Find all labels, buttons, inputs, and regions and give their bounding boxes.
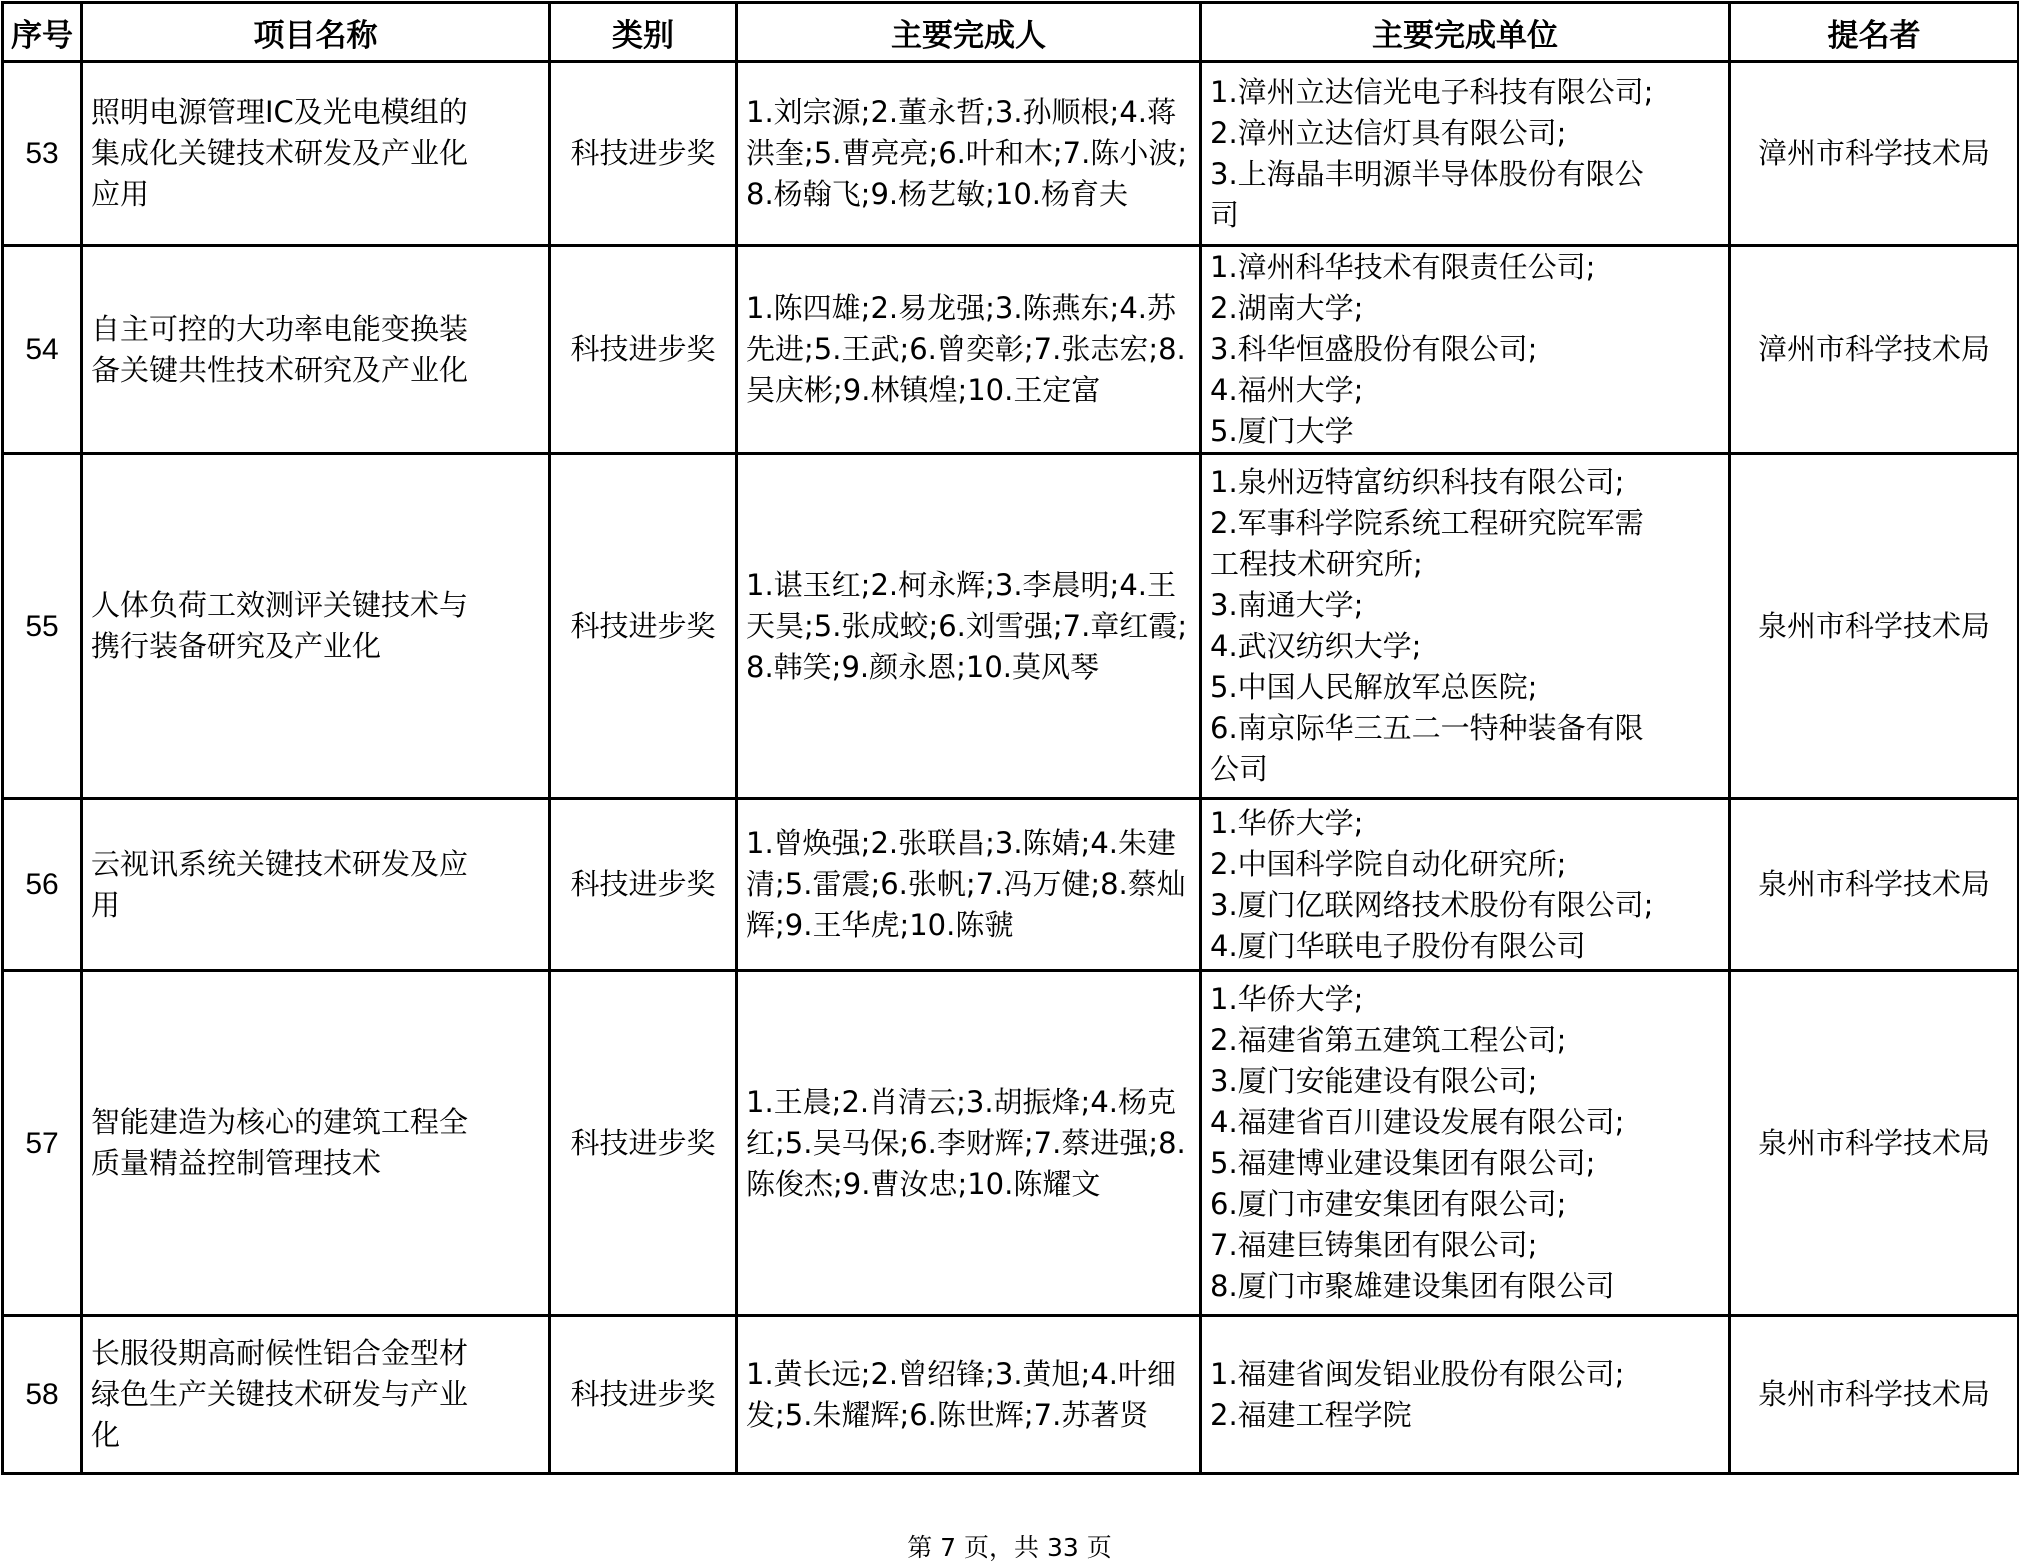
table-row xyxy=(3,971,2019,1316)
main-people-text: 1.谌玉红;2.柯永辉;3.李晨明;4.王天昊;5.张成蛟;6.刘雪强;7.章红霞;8.韩笑;9.颜永恩;10.莫风琴 xyxy=(746,567,1188,684)
unit-line: 1.泉州迈特富纺织科技有限公司; xyxy=(1210,465,1625,499)
unit-line: 1.华侨大学; xyxy=(1210,805,1364,840)
unit-line: 5.中国人民解放军总医院; xyxy=(1210,670,1538,704)
main-units xyxy=(1201,971,1730,1316)
unit-line: 3.厦门安能建设有限公司; xyxy=(1210,1064,1538,1098)
unit-line: 1.福建省闽发铝业股份有限公司; xyxy=(1210,1356,1625,1391)
nominator: 漳州市科学技术局 xyxy=(1730,246,2019,454)
table-row xyxy=(3,62,2019,246)
main-people xyxy=(737,62,1201,246)
unit-line: 2.军事科学院系统工程研究院军需 xyxy=(1210,506,1644,540)
project-name-line: 云视讯系统关键技术研发及应 xyxy=(91,846,469,881)
project-name xyxy=(82,1316,550,1474)
main-people xyxy=(737,799,1201,971)
award-category: 科技进步奖 xyxy=(550,799,737,971)
project-name xyxy=(82,454,550,799)
table-row xyxy=(3,1316,2019,1474)
header-nominator: 提名者 xyxy=(1730,3,2019,62)
main-units xyxy=(1201,1316,1730,1474)
header-project-name: 项目名称 xyxy=(82,3,550,62)
main-people-text: 1.曾焕强;2.张联昌;3.陈婧;4.朱建清;5.雷震;6.张帆;7.冯万健;8.蔡灿辉;9.王华虎;10.陈虢 xyxy=(746,826,1186,942)
project-name xyxy=(82,246,550,454)
project-name xyxy=(82,971,550,1316)
award-category: 科技进步奖 xyxy=(550,62,737,246)
main-people xyxy=(737,454,1201,799)
project-name-line: 化 xyxy=(91,1418,121,1452)
award-category: 科技进步奖 xyxy=(550,246,737,454)
project-name-line: 备关键共性技术研究及产业化 xyxy=(91,352,469,387)
project-name xyxy=(82,799,550,971)
nominator: 泉州市科学技术局 xyxy=(1730,454,2019,799)
main-people xyxy=(737,246,1201,454)
unit-line: 3.南通大学; xyxy=(1210,588,1364,622)
project-name-line: 用 xyxy=(91,887,121,922)
table-row xyxy=(3,454,2019,799)
unit-line: 2.湖南大学; xyxy=(1210,291,1364,325)
project-name-line: 照明电源管理IC及光电模组的 xyxy=(91,95,468,129)
main-units xyxy=(1201,62,1730,246)
project-name-line: 长服役期高耐候性铝合金型材 xyxy=(91,1336,469,1370)
table-row xyxy=(3,799,2019,971)
project-name-line: 应用 xyxy=(91,177,150,211)
unit-line: 2.福建省第五建筑工程公司; xyxy=(1210,1023,1567,1057)
main-people xyxy=(737,971,1201,1316)
unit-line: 3.科华恒盛股份有限公司; xyxy=(1210,332,1538,366)
main-people-text: 1.黄长远;2.曾绍锋;3.黄旭;4.叶细发;5.朱耀辉;6.陈世辉;7.苏著贤 xyxy=(746,1356,1176,1432)
nominator: 漳州市科学技术局 xyxy=(1730,62,2019,246)
header-main-units: 主要完成单位 xyxy=(1201,3,1730,62)
unit-line: 5.厦门大学 xyxy=(1210,414,1354,448)
header-no: 序号 xyxy=(3,3,82,62)
project-name-line: 携行装备研究及产业化 xyxy=(91,629,382,663)
main-people xyxy=(737,1316,1201,1474)
main-units xyxy=(1201,799,1730,971)
main-people-text: 1.王晨;2.肖清云;3.胡振烽;4.杨克红;5.吴马保;6.李财辉;7.蔡进强;8.陈俊杰;9.曹汝忠;10.陈耀文 xyxy=(746,1084,1186,1201)
unit-line: 工程技术研究所; xyxy=(1210,547,1423,581)
main-units xyxy=(1201,454,1730,799)
unit-line: 6.南京际华三五二一特种装备有限 xyxy=(1210,711,1644,745)
unit-line: 7.福建巨铸集团有限公司; xyxy=(1210,1228,1538,1262)
unit-line: 2.漳州立达信灯具有限公司; xyxy=(1210,115,1567,150)
nominator: 泉州市科学技术局 xyxy=(1730,971,2019,1316)
table-row xyxy=(3,246,2019,454)
unit-line: 2.福建工程学院 xyxy=(1210,1397,1412,1432)
award-category: 科技进步奖 xyxy=(550,971,737,1316)
unit-line: 1.漳州科华技术有限责任公司; xyxy=(1210,250,1596,284)
unit-line: 2.中国科学院自动化研究所; xyxy=(1210,846,1567,881)
unit-line: 1.华侨大学; xyxy=(1210,982,1364,1016)
unit-line: 8.厦门市聚雄建设集团有限公司 xyxy=(1210,1269,1615,1303)
awards-table xyxy=(1,1,2019,1475)
main-people-text: 1.陈四雄;2.易龙强;3.陈燕东;4.苏先进;5.王武;6.曾奕彰;7.张志宏;8.吴庆彬;9.林镇煌;10.王定富 xyxy=(746,291,1186,407)
header-row xyxy=(3,3,2019,62)
row-number: 53 xyxy=(3,62,82,246)
unit-line: 1.漳州立达信光电子科技有限公司; xyxy=(1210,74,1654,109)
unit-line: 6.厦门市建安集团有限公司; xyxy=(1210,1187,1567,1221)
award-category: 科技进步奖 xyxy=(550,454,737,799)
unit-line: 司 xyxy=(1210,197,1240,232)
awards-table-container xyxy=(1,1,2019,1475)
project-name-line: 绿色生产关键技术研发与产业 xyxy=(91,1377,469,1411)
project-name xyxy=(82,62,550,246)
project-name-line: 自主可控的大功率电能变换装 xyxy=(91,311,469,346)
unit-line: 3.厦门亿联网络技术股份有限公司; xyxy=(1210,887,1654,922)
row-number: 54 xyxy=(3,246,82,454)
unit-line: 4.厦门华联电子股份有限公司 xyxy=(1210,928,1586,963)
main-people-text: 1.刘宗源;2.董永哲;3.孙顺根;4.蒋洪奎;5.曹亮亮;6.叶和木;7.陈小波;8.杨翰飞;9.杨艺敏;10.杨育夫 xyxy=(746,95,1188,211)
unit-line: 3.上海晶丰明源半导体股份有限公 xyxy=(1210,156,1644,191)
page-footer: 第 7 页，共 33 页 xyxy=(907,1533,1112,1562)
project-name-line: 智能建造为核心的建筑工程全 xyxy=(91,1105,469,1139)
row-number: 56 xyxy=(3,799,82,971)
project-name-line: 集成化关键技术研发及产业化 xyxy=(91,136,469,170)
unit-line: 4.福建省百川建设发展有限公司; xyxy=(1210,1105,1625,1139)
project-name-line: 人体负荷工效测评关键技术与 xyxy=(91,588,469,622)
unit-line: 4.武汉纺织大学; xyxy=(1210,629,1422,663)
unit-line: 5.福建博业建设集团有限公司; xyxy=(1210,1146,1596,1180)
main-units xyxy=(1201,246,1730,454)
unit-line: 4.福州大学; xyxy=(1210,373,1364,407)
project-name-line: 质量精益控制管理技术 xyxy=(91,1146,382,1180)
header-main-people: 主要完成人 xyxy=(737,3,1201,62)
award-category: 科技进步奖 xyxy=(550,1316,737,1474)
unit-line: 公司 xyxy=(1210,752,1269,786)
nominator: 泉州市科学技术局 xyxy=(1730,799,2019,971)
header-category: 类别 xyxy=(550,3,737,62)
row-number: 55 xyxy=(3,454,82,799)
row-number: 57 xyxy=(3,971,82,1316)
row-number: 58 xyxy=(3,1316,82,1474)
nominator: 泉州市科学技术局 xyxy=(1730,1316,2019,1474)
